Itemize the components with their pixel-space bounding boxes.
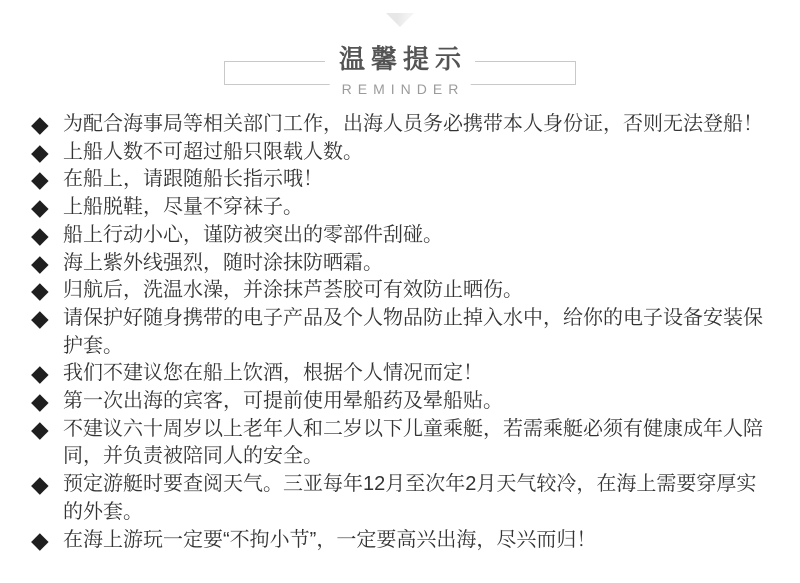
reminder-item bbox=[33, 527, 773, 555]
diamond-bullet-icon: ◆ bbox=[31, 249, 49, 276]
diamond-bullet-icon: ◆ bbox=[31, 138, 49, 165]
reminder-item bbox=[33, 360, 773, 388]
diamond-bullet-icon: ◆ bbox=[31, 526, 49, 553]
reminder-item bbox=[33, 111, 773, 139]
reminder-item-text: 我们不建议您在船上饮酒，根据个人情况而定！ bbox=[63, 362, 483, 385]
reminder-item bbox=[33, 471, 773, 526]
diamond-bullet-icon: ◆ bbox=[31, 166, 49, 193]
diamond-bullet-icon: ◆ bbox=[31, 194, 49, 221]
diamond-bullet-icon: ◆ bbox=[31, 388, 49, 415]
reminder-item-text: 海上紫外线强烈，随时涂抹防晒霜。 bbox=[63, 251, 383, 274]
reminder-item bbox=[33, 194, 773, 222]
reminder-item bbox=[33, 388, 773, 416]
reminder-item-text: 请保护好随身携带的电子产品及个人物品防止掉入水中，给你的电子设备安装保护套。 bbox=[63, 306, 763, 357]
diamond-bullet-icon: ◆ bbox=[31, 277, 49, 304]
reminder-item-text: 船上行动小心，谨防被突出的零部件刮碰。 bbox=[63, 223, 443, 246]
reminder-item-text: 上船人数不可超过船只限载人数。 bbox=[63, 140, 363, 163]
reminder-item-text: 归航后，洗温水澡，并涂抹芦荟胶可有效防止晒伤。 bbox=[63, 279, 523, 302]
reminder-item bbox=[33, 222, 773, 250]
reminder-item-text: 在海上游玩一定要“不拘小节”，一定要高兴出海，尽兴而归！ bbox=[63, 528, 597, 551]
page-title: 温馨提示 bbox=[325, 44, 475, 74]
reminder-item bbox=[33, 277, 773, 305]
chevron-down-triangle-icon bbox=[386, 13, 414, 27]
reminder-item-text: 上船脱鞋，尽量不穿袜子。 bbox=[63, 196, 303, 219]
reminder-item-text: 第一次出海的宾客，可提前使用晕船药及晕船贴。 bbox=[63, 390, 503, 413]
reminder-item bbox=[33, 166, 773, 194]
reminder-item-text: 不建议六十周岁以上老年人和二岁以下儿童乘艇，若需乘艇必须有健康成年人陪同，并负责被陪同人的安全。 bbox=[63, 417, 763, 468]
reminder-item bbox=[33, 139, 773, 167]
diamond-bullet-icon: ◆ bbox=[31, 221, 49, 248]
reminder-item bbox=[33, 250, 773, 278]
page-subtitle: REMINDER bbox=[330, 81, 471, 97]
reminder-item bbox=[33, 416, 773, 471]
diamond-bullet-icon: ◆ bbox=[31, 304, 49, 331]
reminder-item-text: 预定游艇时要查阅天气。三亚每年12月至次年2月天气较冷，在海上需要穿厚实的外套。 bbox=[63, 473, 757, 523]
diamond-bullet-icon: ◆ bbox=[31, 415, 49, 442]
reminder-item-text: 在船上，请跟随船长指示哦！ bbox=[63, 168, 323, 191]
reminder-item-text: 为配合海事局等相关部门工作，出海人员务必携带本人身份证，否则无法登船！ bbox=[63, 113, 763, 135]
reminder-item bbox=[33, 305, 773, 360]
reminder-list bbox=[33, 111, 773, 554]
diamond-bullet-icon: ◆ bbox=[31, 111, 49, 137]
diamond-bullet-icon: ◆ bbox=[31, 471, 49, 498]
diamond-bullet-icon: ◆ bbox=[31, 360, 49, 387]
